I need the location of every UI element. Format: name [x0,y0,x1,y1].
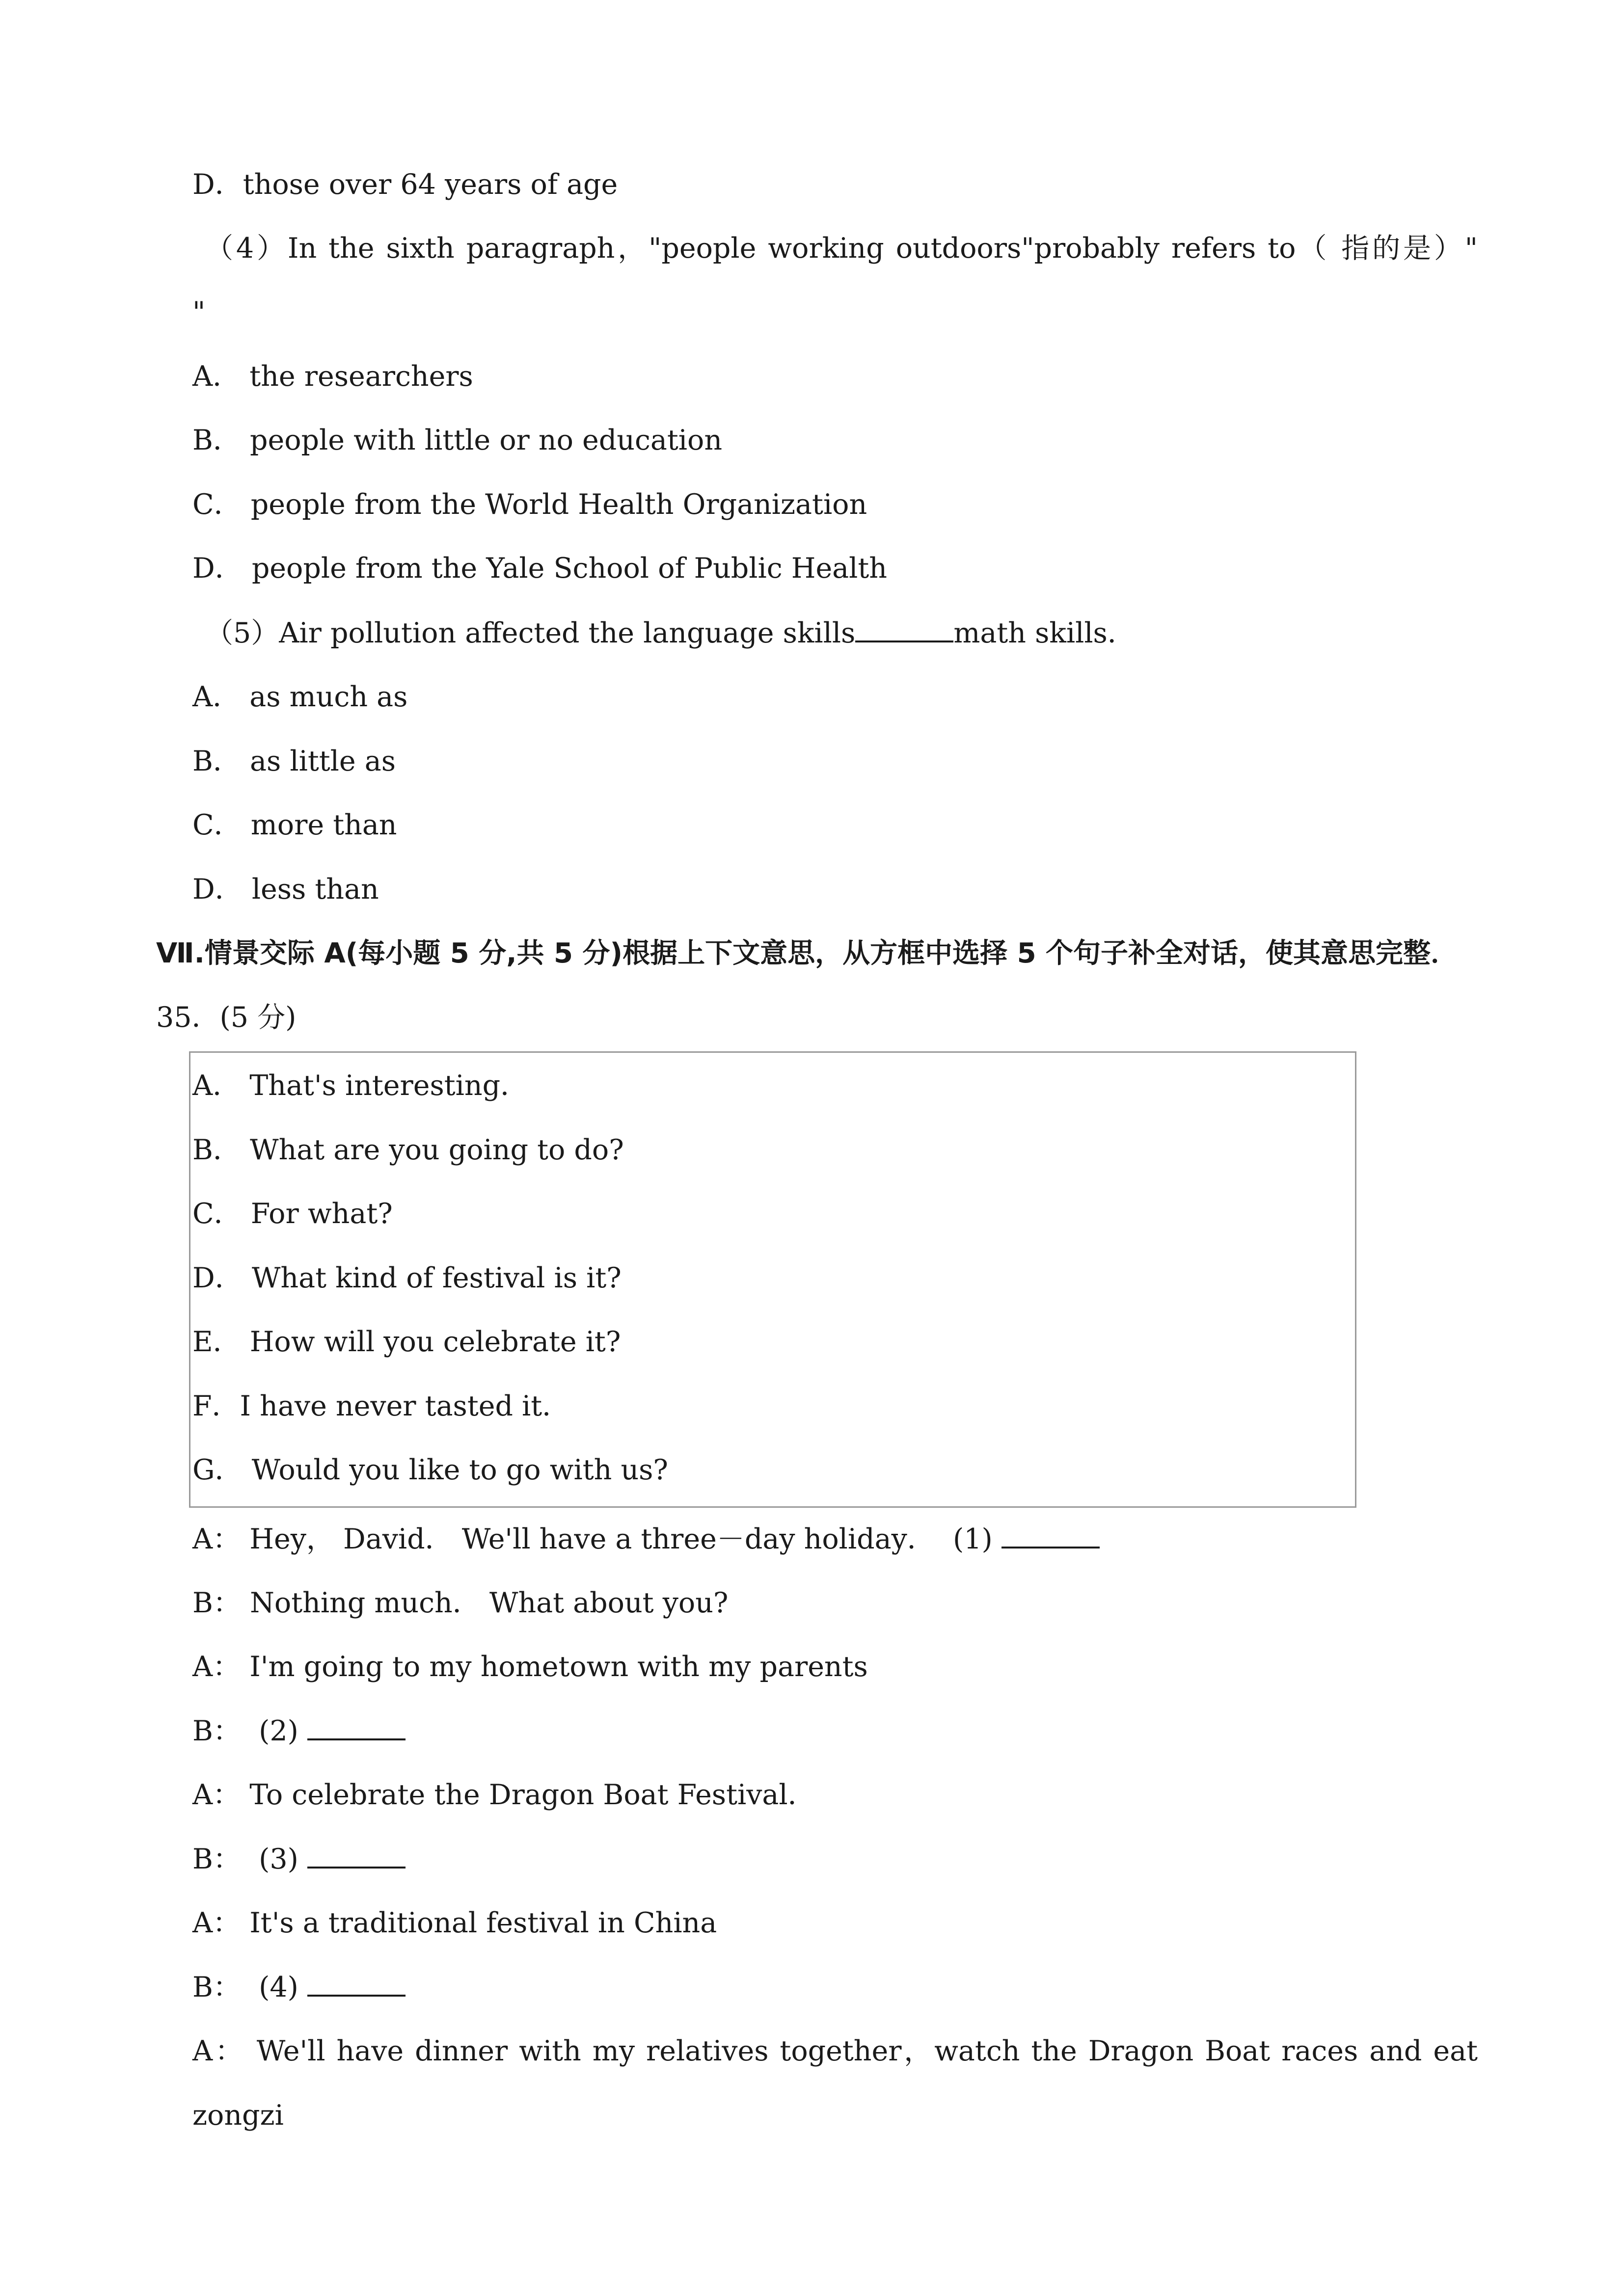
dialogue-line-9: A： We'll have dinner with my relatives together，watch the Dragon Boat races and eat [192,2035,1478,2067]
box-option-a: A． That's interesting． [192,1069,529,1102]
dialogue-line-10: zongzi [192,2099,284,2132]
box-option-c: C． For what? [192,1198,393,1230]
q4-option-d: D． people from the Yale School of Public Health [192,552,888,585]
q5-stem [205,614,1136,653]
question-number: 35．(5 分) [156,1001,297,1034]
q5-option-c: C． more than [192,809,397,841]
dialogue-text: B： (2) [192,1715,307,1747]
q4-stem: （4）In the sixth paragraph，"people working outdoors"probably refers to（ 指的是）" [205,232,1478,265]
q5-stem-after: math skills． [953,617,1136,649]
dialogue-line-6 [192,1840,406,1879]
answer-blank-3[interactable] [307,1840,406,1869]
answer-blank-1[interactable] [1001,1520,1100,1548]
dialogue-line-2: B： Nothing much． What about you? [192,1587,729,1619]
q3-option-d: D．those over 64 years of age [192,168,618,201]
box-option-e: E． How will you celebrate it? [192,1326,621,1358]
dialogue-text: A： Hey， David． We'll have a three－day holiday． (1) [192,1523,1001,1555]
box-option-g: G． Would you like to go with us? [192,1454,668,1486]
q4-option-b: B． people with little or no education [192,424,723,456]
answer-blank-2[interactable] [307,1711,406,1740]
dialogue-line-5: A： To celebrate the Dragon Boat Festival． [192,1779,816,1811]
section-heading: Ⅶ.情景交际 A(每小题 5 分,共 5 分)根据上下文意思，从方框中选择 5 个句子补全对话，使其意思完整． [156,937,1459,969]
q5-blank [855,614,953,642]
q5-option-b: B． as little as [192,745,396,777]
box-option-f: F．I have never tasted it． [192,1390,570,1422]
q5-option-d: D． less than [192,873,379,906]
q5-stem-before: （5）Air pollution affected the language skills [205,617,856,649]
q4-option-a: A． the researchers [192,360,473,393]
box-option-b: B． What are you going to do? [192,1134,624,1166]
dialogue-line-1 [192,1520,1100,1559]
box-option-d: D． What kind of festival is it? [192,1262,622,1294]
dialogue-text: B： (3) [192,1843,307,1875]
dialogue-line-8 [192,1968,406,2007]
answer-blank-4[interactable] [307,1968,406,1997]
q4-option-c: C． people from the World Health Organization [192,488,867,521]
dialogue-text: B： (4) [192,1971,307,2003]
q4-stem-cont: " [192,296,206,328]
dialogue-line-4 [192,1711,406,1751]
dialogue-line-7: A： It's a traditional festival in China [192,1907,717,1939]
dialogue-line-3: A： I'm going to my hometown with my parents [192,1651,868,1683]
q5-option-a: A． as much as [192,681,408,713]
